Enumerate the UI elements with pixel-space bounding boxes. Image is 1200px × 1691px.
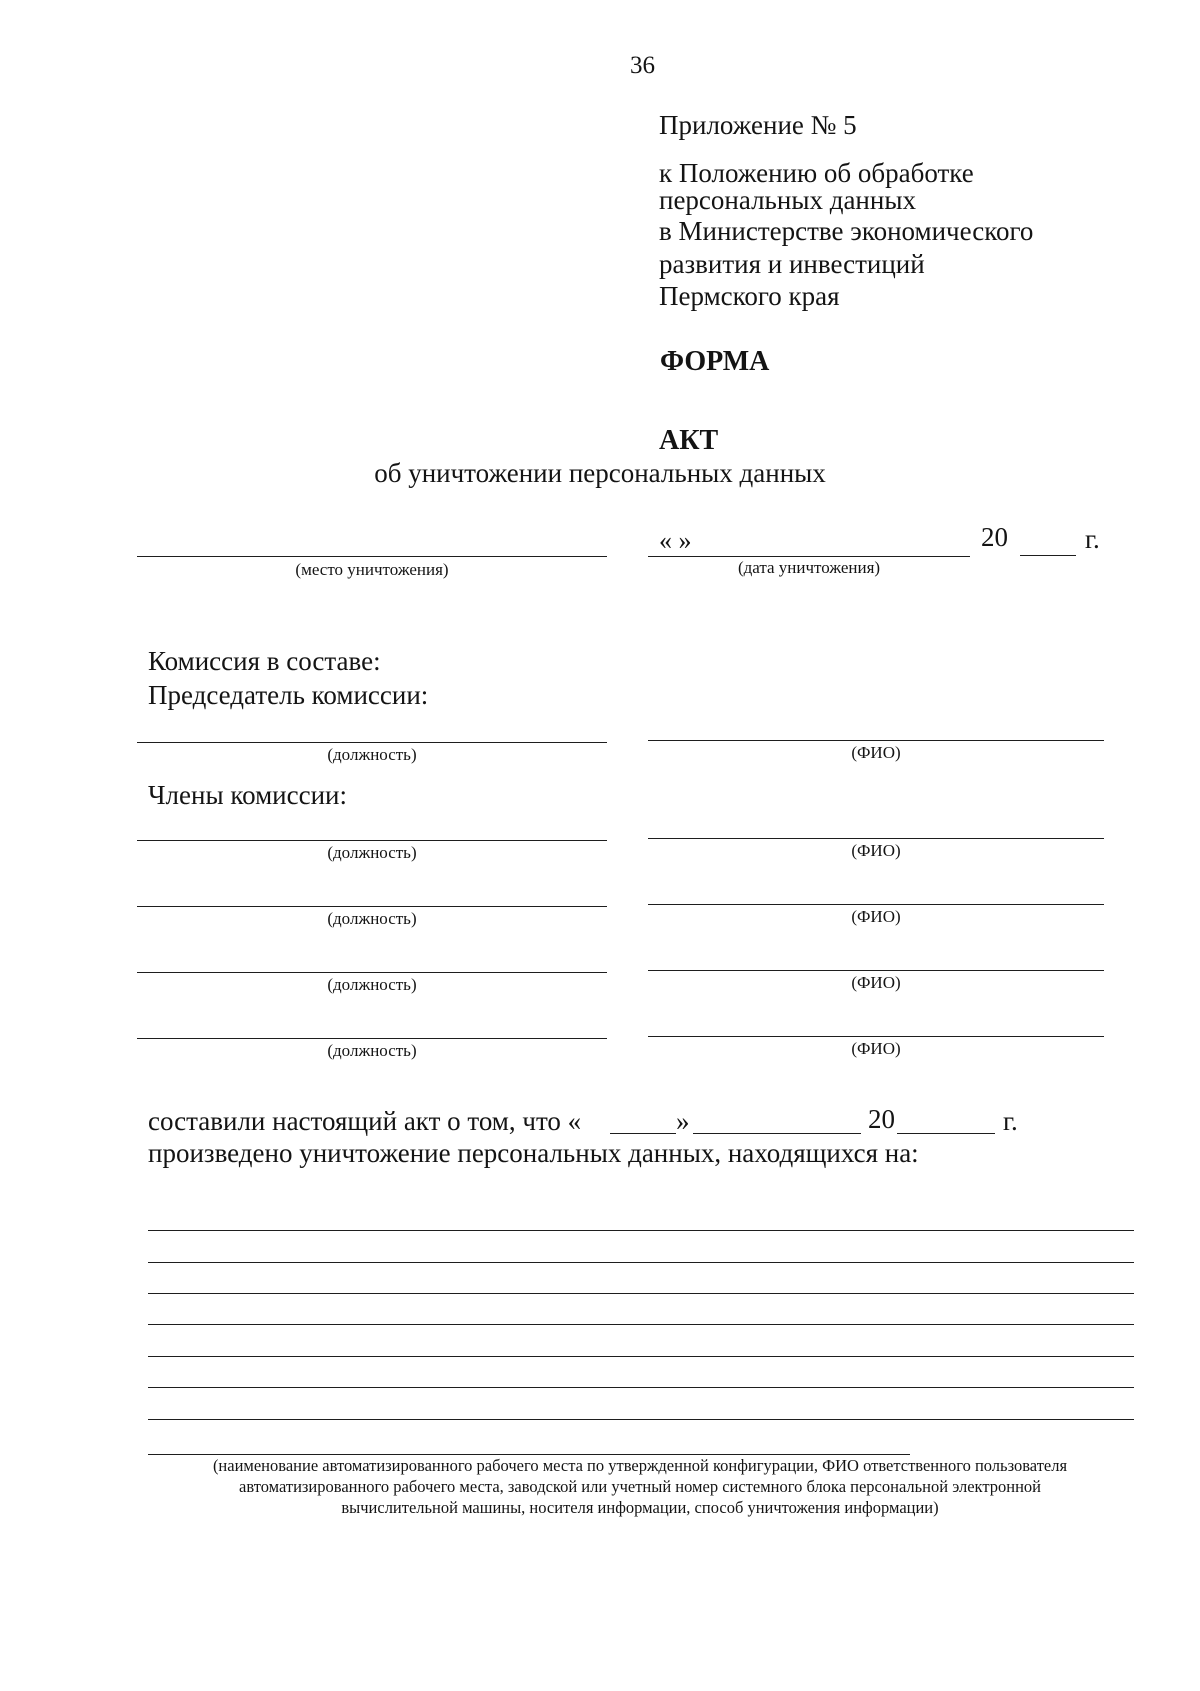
description-line [148, 1293, 1134, 1294]
member-name-line [648, 838, 1104, 839]
year-blank-line [1020, 555, 1076, 556]
chairman-name-line [648, 740, 1104, 741]
members-label: Члены комиссии: [148, 780, 347, 810]
appendix-ref-line: развития и инвестиций [659, 249, 925, 279]
member-position-caption: (должность) [327, 909, 417, 928]
appendix-ref-line: в Министерстве экономического [659, 216, 1034, 246]
date-caption: (дата уничтожения) [737, 558, 881, 577]
member-position-line [137, 972, 607, 973]
appendix-title: Приложение № 5 [659, 110, 857, 140]
description-line [148, 1419, 1134, 1420]
place-caption: (место уничтожения) [295, 560, 449, 579]
member-name-line [648, 1036, 1104, 1037]
act-subtitle: об уничтожении персональных данных [374, 458, 826, 488]
date-blank-line [648, 556, 970, 557]
year-suffix: г. [1085, 524, 1100, 554]
member-position-line [137, 906, 607, 907]
appendix-ref-line: к Положению об обработке [659, 158, 974, 188]
chairman-label: Председатель комиссии: [148, 680, 429, 710]
description-line [148, 1324, 1134, 1325]
description-caption [150, 1455, 1130, 1518]
description-line [148, 1262, 1134, 1263]
place-blank-line [137, 556, 607, 557]
description-line [148, 1356, 1134, 1357]
statement-text-part1: составили настоящий акт о том, что « [148, 1106, 582, 1136]
form-label: ФОРМА [660, 346, 770, 377]
chairman-position-line [137, 742, 607, 743]
act-title: АКТ [659, 425, 719, 456]
member-name-caption: (ФИО) [851, 973, 901, 992]
appendix-ref-line: персональных данных [659, 185, 916, 215]
chairman-position-caption: (должность) [327, 745, 417, 764]
member-name-caption: (ФИО) [851, 907, 901, 926]
member-position-caption: (должность) [327, 843, 417, 862]
description-caption-line: вычислительной машины, носителя информации, способ уничтожения информации) [341, 1498, 939, 1517]
member-position-caption: (должность) [327, 1041, 417, 1060]
statement-year-blank [897, 1133, 995, 1134]
statement-day-blank [610, 1133, 676, 1134]
member-name-caption: (ФИО) [851, 1039, 901, 1058]
statement-year-suffix: г. [1003, 1106, 1018, 1136]
appendix-ref-line: Пермского края [659, 281, 840, 311]
description-caption-line: автоматизированного рабочего места, заводской или учетный номер системного блока персональной электронной [239, 1477, 1041, 1496]
statement-month-blank [693, 1133, 861, 1134]
member-position-line [137, 1038, 607, 1039]
year-prefix: 20 [981, 522, 1008, 552]
description-caption-line: (наименование автоматизированного рабочего места по утвержденной конфигурации, ФИО ответственного пользователя [212, 1456, 1068, 1475]
member-name-line [648, 970, 1104, 971]
page-number: 36 [630, 52, 655, 79]
statement-text-line2: произведено уничтожение персональных данных, находящихся на: [148, 1138, 919, 1168]
date-quotes: « » [659, 526, 692, 555]
member-position-caption: (должность) [327, 975, 417, 994]
statement-text-part2: » [676, 1106, 690, 1136]
chairman-name-caption: (ФИО) [851, 743, 901, 762]
member-position-line [137, 840, 607, 841]
member-name-line [648, 904, 1104, 905]
description-line [148, 1387, 1134, 1388]
statement-year-prefix: 20 [868, 1104, 895, 1134]
member-name-caption: (ФИО) [851, 841, 901, 860]
description-line [148, 1230, 1134, 1231]
commission-heading: Комиссия в составе: [148, 646, 381, 676]
appendix-reference [659, 160, 1033, 310]
